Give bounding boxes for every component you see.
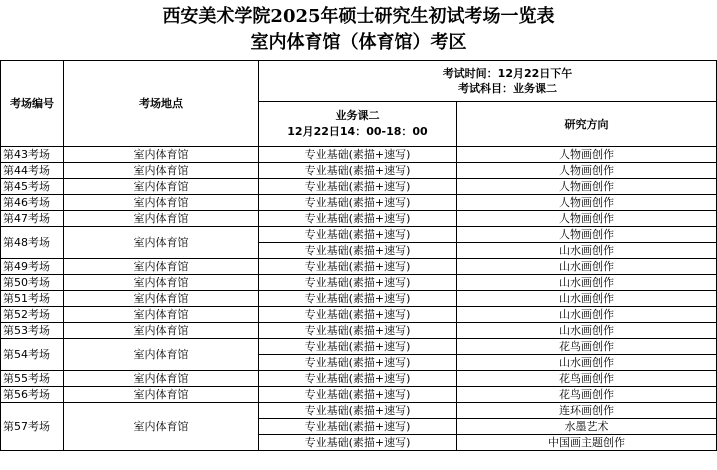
table-row xyxy=(1,307,717,323)
table-row xyxy=(1,163,717,179)
direction-cell: 山水画创作 xyxy=(457,259,717,275)
location-cell: 室内体育馆 xyxy=(64,371,259,387)
room-number-cell: 第54考场 xyxy=(1,339,64,371)
room-number-cell: 第49考场 xyxy=(1,259,64,275)
location-cell: 室内体育馆 xyxy=(64,195,259,211)
room-number-cell: 第52考场 xyxy=(1,307,64,323)
header-room-number: 考场编号 xyxy=(1,61,64,147)
title-block xyxy=(0,0,717,60)
subject-cell: 专业基础(素描+速写) xyxy=(259,291,457,307)
location-cell: 室内体育馆 xyxy=(64,387,259,403)
direction-cell: 花鸟画创作 xyxy=(457,339,717,355)
exam-info-cell xyxy=(259,61,717,102)
direction-cell: 花鸟画创作 xyxy=(457,387,717,403)
header-subject-name: 业务课二 xyxy=(335,109,380,122)
document-subtitle: 室内体育馆（体育馆）考区 xyxy=(250,32,467,53)
subject-cell: 专业基础(素描+速写) xyxy=(259,195,457,211)
location-cell: 室内体育馆 xyxy=(64,163,259,179)
table-row xyxy=(1,147,717,163)
table-row xyxy=(1,195,717,211)
subject-cell: 专业基础(素描+速写) xyxy=(259,419,457,435)
room-number-cell: 第50考场 xyxy=(1,275,64,291)
table-row xyxy=(1,403,717,419)
room-number-cell: 第55考场 xyxy=(1,371,64,387)
direction-cell: 中国画主题创作 xyxy=(457,435,717,451)
location-cell: 室内体育馆 xyxy=(64,211,259,227)
subject-cell: 专业基础(素描+速写) xyxy=(259,403,457,419)
table-row xyxy=(1,387,717,403)
room-number-cell: 第44考场 xyxy=(1,163,64,179)
location-cell: 室内体育馆 xyxy=(64,179,259,195)
subject-cell: 专业基础(素描+速写) xyxy=(259,163,457,179)
subject-cell: 专业基础(素描+速写) xyxy=(259,243,457,259)
subject-cell: 专业基础(素描+速写) xyxy=(259,355,457,371)
subject-cell: 专业基础(素描+速写) xyxy=(259,387,457,403)
subject-cell: 专业基础(素描+速写) xyxy=(259,227,457,243)
header-location: 考场地点 xyxy=(64,61,259,147)
table-row xyxy=(1,291,717,307)
direction-cell: 山水画创作 xyxy=(457,291,717,307)
table-row xyxy=(1,227,717,243)
direction-cell: 连环画创作 xyxy=(457,403,717,419)
table-row xyxy=(1,211,717,227)
room-number-cell: 第46考场 xyxy=(1,195,64,211)
direction-cell: 山水画创作 xyxy=(457,275,717,291)
direction-cell: 花鸟画创作 xyxy=(457,371,717,387)
room-number-cell: 第48考场 xyxy=(1,227,64,259)
room-number-cell: 第43考场 xyxy=(1,147,64,163)
direction-cell: 人物画创作 xyxy=(457,147,717,163)
table-row xyxy=(1,259,717,275)
subject-cell: 专业基础(素描+速写) xyxy=(259,435,457,451)
direction-cell: 山水画创作 xyxy=(457,355,717,371)
subject-cell: 专业基础(素描+速写) xyxy=(259,147,457,163)
location-cell: 室内体育馆 xyxy=(64,227,259,259)
room-number-cell: 第57考场 xyxy=(1,403,64,451)
subject-cell: 专业基础(素描+速写) xyxy=(259,211,457,227)
location-cell: 室内体育馆 xyxy=(64,259,259,275)
direction-cell: 山水画创作 xyxy=(457,323,717,339)
table-row xyxy=(1,323,717,339)
table-row xyxy=(1,179,717,195)
header-subject-time: 12月22日14：00-18：00 xyxy=(287,125,428,138)
location-cell: 室内体育馆 xyxy=(64,147,259,163)
direction-cell: 人物画创作 xyxy=(457,227,717,243)
direction-cell: 人物画创作 xyxy=(457,163,717,179)
direction-cell: 人物画创作 xyxy=(457,195,717,211)
direction-cell: 水墨艺术 xyxy=(457,419,717,435)
location-cell: 室内体育馆 xyxy=(64,339,259,371)
location-cell: 室内体育馆 xyxy=(64,403,259,451)
direction-cell: 山水画创作 xyxy=(457,307,717,323)
direction-cell: 山水画创作 xyxy=(457,243,717,259)
table-row xyxy=(1,339,717,355)
direction-cell: 人物画创作 xyxy=(457,179,717,195)
subject-cell: 专业基础(素描+速写) xyxy=(259,323,457,339)
exam-subject: 考试科目：业务课二 xyxy=(458,82,557,95)
room-number-cell: 第45考场 xyxy=(1,179,64,195)
direction-cell: 人物画创作 xyxy=(457,211,717,227)
location-cell: 室内体育馆 xyxy=(64,275,259,291)
room-number-cell: 第56考场 xyxy=(1,387,64,403)
location-cell: 室内体育馆 xyxy=(64,291,259,307)
table-row xyxy=(1,371,717,387)
subject-cell: 专业基础(素描+速写) xyxy=(259,259,457,275)
exam-room-table xyxy=(0,60,717,451)
header-subject xyxy=(259,102,457,147)
location-cell: 室内体育馆 xyxy=(64,323,259,339)
subject-cell: 专业基础(素描+速写) xyxy=(259,275,457,291)
header-direction: 研究方向 xyxy=(457,102,717,147)
table-row xyxy=(1,275,717,291)
location-cell: 室内体育馆 xyxy=(64,307,259,323)
exam-time: 考试时间：12月22日下午 xyxy=(442,67,573,80)
subject-cell: 专业基础(素描+速写) xyxy=(259,371,457,387)
room-number-cell: 第53考场 xyxy=(1,323,64,339)
subject-cell: 专业基础(素描+速写) xyxy=(259,339,457,355)
room-number-cell: 第51考场 xyxy=(1,291,64,307)
room-number-cell: 第47考场 xyxy=(1,211,64,227)
subject-cell: 专业基础(素描+速写) xyxy=(259,307,457,323)
subject-cell: 专业基础(素描+速写) xyxy=(259,179,457,195)
document-title: 西安美术学院2025年硕士研究生初试考场一览表 xyxy=(162,6,555,27)
